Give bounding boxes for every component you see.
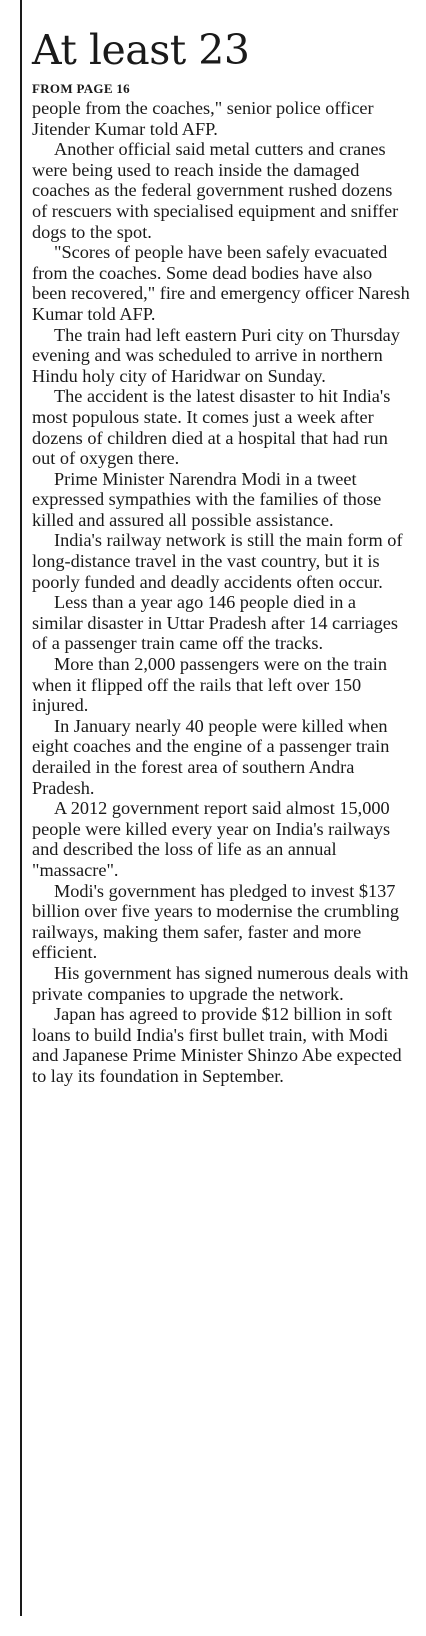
headline: At least 23 — [32, 26, 250, 74]
paragraph: A 2012 government report said almost 15,000 people were killed every year on India's railways and described the loss of life as an annual "massacre". — [32, 798, 391, 880]
paragraph: Japan has agreed to provide $12 billion in soft loans to build India's first bullet train, with Modi and Japanese Prime Minister Shinzo Abe expected to lay its foundation in September. — [32, 1004, 402, 1086]
paragraph: India's railway network is still the main form of long-distance travel in the vast country, but it is poorly funded and deadly accidents often occur. — [32, 530, 403, 592]
paragraph: His government has signed numerous deals with private companies to upgrade the network. — [32, 962, 409, 1004]
paragraph: In January nearly 40 people were killed when eight coaches and the engine of a passenger train derailed in the forest area of southern Andra Pradesh. — [32, 715, 390, 798]
paragraph: Modi's government has pledged to invest $137 billion over five years to modernise the crumbling railways, making them safer, faster and more efficient. — [32, 880, 400, 963]
paragraph: Prime Minister Narendra Modi in a tweet expressed sympathies with the families of those killed and assured all possible assistance. — [32, 468, 382, 530]
article-body — [32, 98, 410, 1087]
paragraph: The accident is the latest disaster to hit India's most populous state. It comes just a week after dozens of children died at a hospital that had run out of oxygen there. — [32, 386, 391, 469]
paragraph: Another official said metal cutters and cranes were being used to reach inside the damaged coaches as the federal government rushed dozens of rescuers with specialised equipment and sniffer dogs to the spot. — [32, 139, 399, 242]
paragraph: The train had left eastern Puri city on Thursday evening and was scheduled to arrive in northern Hindu holy city of Haridwar on Sunday. — [32, 324, 400, 386]
paragraph: More than 2,000 passengers were on the train when it flipped off the rails that left over 150 injured. — [32, 654, 388, 716]
paragraph: Less than a year ago 146 people died in a similar disaster in Uttar Pradesh after 14 carriages of a passenger train came off the tracks. — [32, 592, 398, 654]
paragraph: "Scores of people have been safely evacuated from the coaches. Some dead bodies have also been recovered," fire and emergency officer Naresh Kumar told AFP. — [32, 242, 410, 324]
paragraph: people from the coaches," senior police officer Jitender Kumar told AFP. — [32, 98, 374, 139]
article-column — [20, 0, 410, 1616]
jump-line: FROM PAGE 16 — [32, 81, 130, 96]
